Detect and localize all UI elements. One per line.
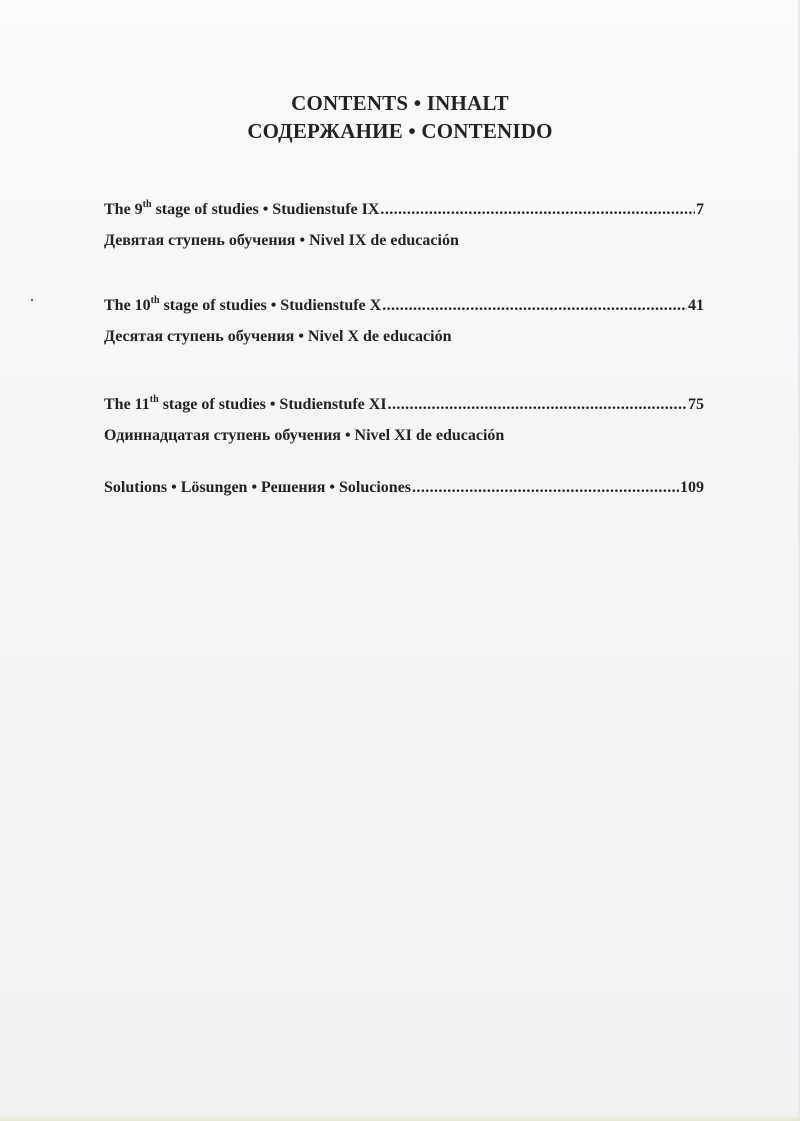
toc-entry-subtitle: Девятая ступень обучения • Nivel IX de educación [104, 232, 459, 249]
toc-entry-stage-9 [104, 199, 704, 252]
toc-page-number: 41 [688, 297, 704, 314]
ordinal-suffix: th [149, 393, 159, 405]
dot-leader [412, 477, 679, 499]
toc-entry-title: Solutions • Lösungen • Решения • Soluciones [104, 479, 412, 496]
toc-entry-subtitle: Десятая ступень обучения • Nivel X de educación [104, 328, 452, 345]
toc-line [104, 295, 704, 317]
toc-line [104, 477, 704, 499]
toc-entry-stage-11 [104, 394, 704, 447]
ordinal-suffix: th [150, 294, 160, 306]
contents-heading-line-2: СОДЕРЖАНИЕ • CONTENIDO [247, 119, 553, 143]
dot-leader [388, 394, 687, 416]
toc-entry-stage-10 [104, 295, 704, 348]
contents-heading-line-1: CONTENTS • INHALT [291, 91, 509, 115]
toc-line [104, 199, 704, 221]
page-bottom-edge [0, 1115, 800, 1121]
toc-entry-solutions [104, 477, 704, 499]
toc-entry-subtitle: Одиннадцатая ступень обучения • Nivel XI de educación [104, 427, 505, 444]
toc-entry-title: The 11th stage of studies • Studienstufe XI [104, 393, 387, 413]
toc-line [104, 394, 704, 416]
paper-speck [31, 299, 33, 301]
toc-entry-title: The 10th stage of studies • Studienstufe X [104, 294, 382, 314]
toc-page-number: 75 [688, 396, 704, 413]
toc-entry-title: The 9th stage of studies • Studienstufe IX [104, 198, 380, 218]
dot-leader [380, 199, 695, 221]
toc-page-number: 109 [680, 479, 704, 496]
toc-page-number: 7 [696, 201, 704, 218]
ordinal-suffix: th [142, 198, 152, 210]
dot-leader [382, 295, 687, 317]
